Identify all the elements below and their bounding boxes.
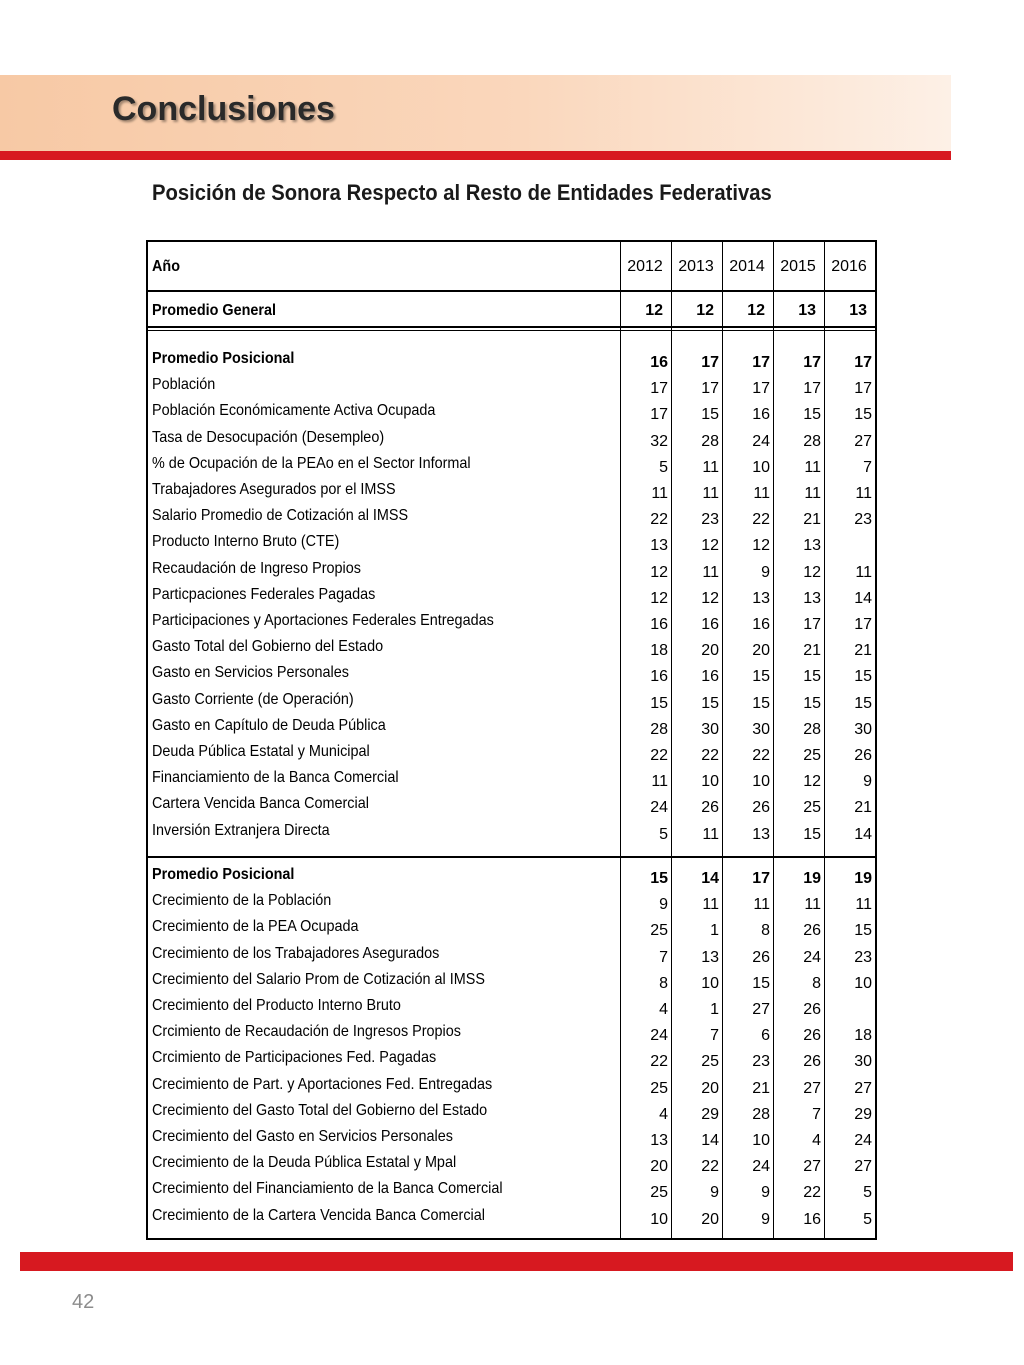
table-cell: 28 — [701, 432, 719, 450]
table-cell: 11 — [702, 825, 719, 843]
table-cell: 11 — [855, 896, 872, 914]
table-cell: 22 — [752, 511, 770, 529]
table-cell: 15 — [803, 668, 821, 686]
table-row — [148, 372, 875, 398]
table-cell: 17 — [752, 354, 770, 371]
table-cell: 15 — [701, 406, 719, 424]
table-cell: 4 — [659, 1105, 668, 1123]
table-cell: 5 — [659, 458, 668, 476]
table-cell: 27 — [803, 1079, 821, 1097]
table-row-label: Crecimiento de la PEA Ocupada — [152, 918, 359, 936]
table-cell: 23 — [752, 1053, 770, 1071]
table-cell: 11 — [804, 458, 821, 476]
positional-average-row-label: Promedio Posicional — [152, 350, 295, 367]
table-cell: 20 — [701, 1210, 719, 1228]
table-cell: 15 — [752, 668, 770, 686]
table-cell: 26 — [803, 1001, 821, 1018]
table-cell: 22 — [650, 747, 668, 764]
table-cell: 26 — [752, 948, 770, 966]
table-cell: 15 — [650, 870, 668, 887]
table-row — [148, 1203, 875, 1229]
table-cell: 5 — [863, 1210, 872, 1228]
table-cell: 17 — [803, 354, 821, 371]
table-cell: 17 — [650, 380, 668, 398]
table-row — [148, 967, 875, 993]
table-cell: 21 — [803, 511, 821, 529]
table-row — [148, 687, 875, 713]
table-row — [148, 529, 875, 555]
table-cell: 10 — [701, 773, 719, 791]
table-cell: 16 — [803, 1210, 821, 1228]
table-row — [148, 914, 875, 940]
table-cell: 24 — [752, 1158, 770, 1176]
table-cell: 11 — [702, 485, 719, 502]
general-value: 12 — [645, 302, 663, 319]
table-cell: 22 — [701, 747, 719, 764]
table-row-label: Gasto Corriente (de Operación) — [152, 690, 354, 708]
table-cell: 1 — [710, 1001, 719, 1018]
table-cell: 25 — [650, 1079, 668, 1097]
table-row-label: Crcimiento de Recaudación de Ingresos Propios — [152, 1023, 461, 1041]
table-header-row — [148, 254, 875, 280]
table-cell: 32 — [650, 432, 668, 450]
table-cell: 15 — [752, 694, 770, 712]
table-cell: 11 — [702, 896, 719, 914]
table-cell: 15 — [650, 694, 668, 712]
table-cell: 8 — [761, 922, 770, 940]
table-row-label: Crecimiento del Gasto Total del Gobierno del Estado — [152, 1101, 488, 1119]
table-row-label: Crecimiento de la Deuda Pública Estatal y Mpal — [152, 1154, 457, 1172]
table-cell: 11 — [753, 485, 770, 502]
positional-average-row — [148, 346, 875, 372]
table-cell: 24 — [803, 948, 821, 966]
table-cell: 4 — [812, 1132, 821, 1149]
table-cell: 12 — [701, 537, 719, 555]
table-cell: 11 — [804, 896, 821, 914]
table-cell: 22 — [650, 1053, 668, 1071]
table-cell: 18 — [650, 642, 668, 660]
table-row-label: Tasa de Desocupación (Desempleo) — [152, 428, 385, 446]
table-cell: 28 — [752, 1105, 770, 1123]
table-row-label: Población — [152, 376, 216, 394]
table-cell: 25 — [701, 1053, 719, 1071]
table-cell: 9 — [761, 1210, 770, 1228]
table-row-label: Crecimiento del Gasto en Servicios Personales — [152, 1128, 453, 1145]
table-cell: 10 — [752, 458, 770, 476]
table-cell: 13 — [701, 948, 719, 966]
table-cell: 15 — [854, 922, 872, 940]
table-row — [148, 503, 875, 529]
table-cell: 8 — [812, 974, 821, 992]
table-cell: 10 — [701, 974, 719, 992]
table-cell: 17 — [803, 380, 821, 398]
general-value: 12 — [747, 302, 765, 319]
table-cell: 28 — [803, 432, 821, 450]
table-cell: 29 — [854, 1105, 872, 1123]
table-cell: 29 — [701, 1105, 719, 1123]
table-cell: 26 — [752, 799, 770, 817]
general-average-row — [148, 298, 875, 324]
table-cell: 23 — [854, 511, 872, 529]
table-cell: 16 — [650, 354, 668, 371]
year-header-label: Año — [152, 258, 180, 275]
table-row — [148, 634, 875, 660]
table-cell: 12 — [803, 563, 821, 581]
table-cell: 15 — [752, 974, 770, 992]
table-row — [148, 425, 875, 451]
table-cell: 28 — [650, 720, 668, 738]
table-row — [148, 1150, 875, 1176]
table-cell: 7 — [710, 1027, 719, 1045]
table-row — [148, 660, 875, 686]
table-cell: 4 — [659, 1001, 668, 1018]
table-cell: 17 — [701, 354, 719, 371]
table-row-label: Financiamiento de la Banca Comercial — [152, 769, 399, 787]
table-cell: 11 — [651, 773, 668, 791]
year-2012: 2012 — [627, 258, 663, 275]
table-row — [148, 941, 875, 967]
table-cell: 9 — [761, 563, 770, 581]
table-cell: 13 — [803, 537, 821, 555]
table-cell: 22 — [803, 1184, 821, 1202]
table-cell: 5 — [659, 825, 668, 843]
table-row — [148, 556, 875, 582]
table-row — [148, 791, 875, 817]
table-cell: 30 — [854, 720, 872, 738]
table-row-label: Deuda Pública Estatal y Municipal — [152, 743, 370, 760]
table-row-label: Crecimiento de la Cartera Vencida Banca Comercial — [152, 1206, 485, 1224]
table-cell: 23 — [701, 511, 719, 529]
table-title: Posición de Sonora Respecto al Resto de Entidades Federativas — [152, 180, 772, 205]
table-row-label: Producto Interno Bruto (CTE) — [152, 533, 340, 551]
table-cell: 24 — [650, 799, 668, 817]
table-cell: 26 — [854, 747, 872, 764]
table-cell: 13 — [650, 1132, 668, 1149]
table-cell: 15 — [854, 694, 872, 712]
table-row-label: Gasto Total del Gobierno del Estado — [152, 638, 384, 656]
general-value: 13 — [849, 302, 867, 319]
year-2013: 2013 — [678, 258, 714, 275]
general-average-label: Promedio General — [152, 302, 277, 319]
table-cell: 15 — [803, 406, 821, 424]
header-divider — [148, 290, 875, 292]
table-cell: 8 — [659, 974, 668, 992]
table-row-label: Particpaciones Federales Pagadas — [152, 585, 376, 603]
table-cell: 20 — [701, 1079, 719, 1097]
table-row-label: Crecimiento de Part. y Aportaciones Fed. Entregadas — [152, 1075, 493, 1093]
table-row-label: Cartera Vencida Banca Comercial — [152, 795, 369, 813]
table-row-label: Crecimiento de la Población — [152, 892, 332, 910]
table-cell: 9 — [659, 896, 668, 914]
table-cell: 27 — [803, 1158, 821, 1176]
table-cell: 25 — [803, 799, 821, 817]
table-row — [148, 451, 875, 477]
table-row-label: Participaciones y Aportaciones Federales Entregadas — [152, 612, 494, 629]
table-row — [148, 582, 875, 608]
table-row-label: Gasto en Servicios Personales — [152, 664, 349, 682]
table-cell: 14 — [701, 1132, 719, 1149]
table-cell: 15 — [854, 668, 872, 686]
table-cell: 11 — [651, 485, 668, 502]
table-cell: 16 — [701, 668, 719, 686]
table-row-label: Población Económicamente Activa Ocupada — [152, 402, 436, 420]
table-row-label: Crecimiento del Producto Interno Bruto — [152, 997, 401, 1014]
table-row — [148, 608, 875, 634]
table-cell: 26 — [803, 922, 821, 940]
table-cell: 18 — [854, 1027, 872, 1045]
table-row-label: Salario Promedio de Cotización al IMSS — [152, 507, 409, 525]
table-cell: 17 — [854, 354, 872, 371]
table-cell: 17 — [752, 380, 770, 398]
table-cell: 11 — [855, 563, 872, 581]
table-cell: 19 — [803, 870, 821, 887]
table-row-label: Crecimiento del Financiamiento de la Banca Comercial — [152, 1180, 503, 1198]
table-cell: 11 — [702, 458, 719, 476]
table-row — [148, 1019, 875, 1045]
header-rule — [0, 151, 951, 160]
table-row-label: Crecimiento del Salario Prom de Cotización al IMSS — [152, 970, 485, 988]
table-cell: 15 — [854, 406, 872, 424]
general-divider-double — [148, 330, 875, 331]
table-cell: 15 — [701, 694, 719, 712]
table-cell: 12 — [803, 773, 821, 791]
table-cell: 7 — [863, 458, 872, 476]
table-cell: 10 — [752, 1132, 770, 1149]
table-cell: 14 — [854, 825, 872, 843]
table-row-label: % de Ocupación de la PEAo en el Sector Informal — [152, 454, 471, 472]
table-cell: 13 — [803, 589, 821, 607]
table-row — [148, 765, 875, 791]
table-cell: 12 — [650, 563, 668, 581]
table-cell: 25 — [803, 747, 821, 764]
general-value: 12 — [696, 302, 714, 319]
table-cell: 20 — [650, 1158, 668, 1176]
table-cell: 11 — [753, 896, 770, 914]
table-cell: 9 — [710, 1184, 719, 1202]
positional-average-row-label: Promedio Posicional — [152, 866, 295, 883]
table-cell: 21 — [854, 799, 872, 817]
table-cell: 7 — [812, 1105, 821, 1123]
table-cell: 24 — [752, 432, 770, 450]
footer-rule — [20, 1252, 1013, 1271]
ranking-table — [146, 240, 877, 1240]
table-cell: 25 — [650, 922, 668, 940]
table-row — [148, 398, 875, 424]
general-value: 13 — [798, 302, 816, 319]
table-cell: 16 — [650, 668, 668, 686]
table-cell: 27 — [854, 1158, 872, 1176]
table-cell: 10 — [854, 974, 872, 992]
table-row — [148, 1072, 875, 1098]
table-cell: 20 — [701, 642, 719, 660]
table-row — [148, 1176, 875, 1202]
table-cell: 22 — [701, 1158, 719, 1176]
table-row-label: Gasto en Capítulo de Deuda Pública — [152, 716, 386, 734]
table-row — [148, 1045, 875, 1071]
table-cell: 21 — [752, 1079, 770, 1097]
table-cell: 17 — [803, 616, 821, 633]
table-cell: 17 — [752, 870, 770, 887]
table-cell: 24 — [854, 1132, 872, 1149]
table-cell: 23 — [854, 948, 872, 966]
table-cell: 21 — [803, 642, 821, 660]
year-2014: 2014 — [729, 258, 765, 275]
table-cell: 17 — [854, 616, 872, 633]
table-cell: 11 — [804, 485, 821, 502]
section-divider — [148, 856, 875, 858]
table-row — [148, 713, 875, 739]
table-row — [148, 888, 875, 914]
table-cell: 12 — [650, 589, 668, 607]
table-row-label: Crcimiento de Participaciones Fed. Pagadas — [152, 1049, 437, 1067]
table-cell: 14 — [854, 589, 872, 607]
page-number: 42 — [72, 1291, 95, 1313]
table-row — [148, 818, 875, 844]
table-cell: 5 — [863, 1184, 872, 1202]
table-cell: 1 — [710, 922, 719, 940]
table-cell: 10 — [752, 773, 770, 791]
table-cell: 17 — [650, 406, 668, 424]
table-cell: 26 — [803, 1053, 821, 1071]
table-row-label: Crecimiento de los Trabajadores Asegurados — [152, 944, 440, 962]
table-row — [148, 1098, 875, 1124]
table-cell: 13 — [650, 537, 668, 555]
general-divider — [148, 326, 875, 328]
table-cell: 14 — [701, 870, 719, 887]
table-row-label: Inversión Extranjera Directa — [152, 821, 330, 839]
table-cell: 6 — [761, 1027, 770, 1045]
table-row-label: Trabajadores Asegurados por el IMSS — [152, 481, 396, 498]
table-cell: 24 — [650, 1027, 668, 1045]
table-row-label: Recaudación de Ingreso Propios — [152, 559, 361, 577]
table-cell: 30 — [752, 720, 770, 738]
table-cell: 20 — [752, 642, 770, 660]
table-row — [148, 477, 875, 503]
table-cell: 15 — [803, 694, 821, 712]
table-row — [148, 1124, 875, 1150]
table-cell: 13 — [752, 825, 770, 843]
table-cell: 26 — [701, 799, 719, 817]
table-cell: 17 — [854, 380, 872, 398]
positional-average-row — [148, 862, 875, 888]
table-row — [148, 993, 875, 1019]
table-cell: 27 — [854, 1079, 872, 1097]
table-cell: 22 — [752, 747, 770, 764]
table-cell: 13 — [752, 589, 770, 607]
table-cell: 30 — [701, 720, 719, 738]
table-cell: 16 — [701, 616, 719, 633]
table-cell: 12 — [752, 537, 770, 555]
table-cell: 12 — [701, 589, 719, 607]
table-cell: 16 — [752, 616, 770, 633]
table-cell: 9 — [761, 1184, 770, 1202]
table-cell: 16 — [650, 616, 668, 633]
table-cell: 15 — [803, 825, 821, 843]
table-cell: 9 — [863, 773, 872, 791]
table-cell: 30 — [854, 1053, 872, 1071]
table-cell: 16 — [752, 406, 770, 424]
table-cell: 25 — [650, 1184, 668, 1202]
table-cell: 7 — [659, 948, 668, 966]
table-cell: 11 — [702, 563, 719, 581]
table-cell: 19 — [854, 870, 872, 887]
table-cell: 11 — [855, 485, 872, 502]
year-2016: 2016 — [831, 258, 867, 275]
table-cell: 21 — [854, 642, 872, 660]
year-2015: 2015 — [780, 258, 816, 275]
table-cell: 28 — [803, 720, 821, 738]
slide-title: Conclusiones — [112, 90, 335, 128]
table-cell: 17 — [701, 380, 719, 398]
table-cell: 22 — [650, 511, 668, 529]
table-cell: 10 — [650, 1210, 668, 1228]
table-row — [148, 739, 875, 765]
table-cell: 26 — [803, 1027, 821, 1045]
table-cell: 27 — [752, 1001, 770, 1018]
table-cell: 27 — [854, 432, 872, 450]
